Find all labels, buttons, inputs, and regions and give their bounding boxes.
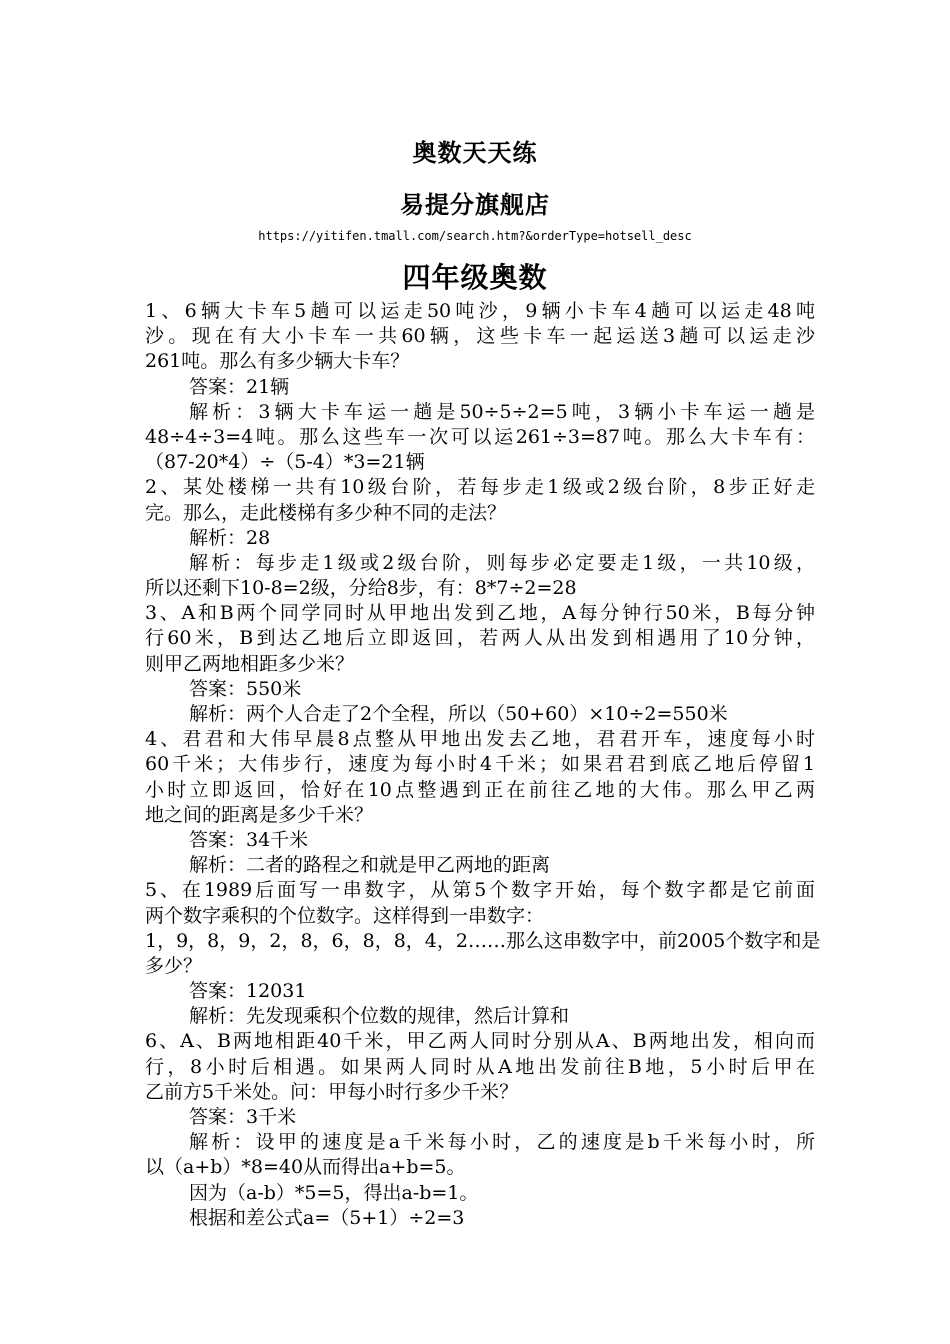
problem-5-explanation-line: 解析：先发现乘积个位数的规律，然后计算和 [189, 1005, 570, 1028]
problem-1-answer: 答案：21辆 [189, 375, 290, 398]
problem-4-explanation-line: 解析：二者的路程之和就是甲乙两地的距离 [189, 854, 551, 877]
store-url: https://yitifen.tmall.com/search.htm?&orderType=hotsell_desc [258, 229, 692, 243]
problem-1-explanation-line: （87-20*4）÷（5-4）*3=21辆 [145, 451, 425, 474]
problem-4-question-line: 小时立即返回，恰好在10点整遇到正在前往乙地的大伟。那么甲乙两 [145, 778, 815, 801]
problem-2-question-line: 2、某处楼梯一共有10级台阶，若每步走1级或2级台阶，8步正好走 [145, 476, 815, 499]
problem-6-explanation-line: 根据和差公式a=（5+1）÷2=3 [189, 1206, 465, 1229]
problem-5-question-line: 1，9，8，9，2，8，6，8，8，4，2……那么这串数字中，前2005个数字和是 [145, 929, 821, 952]
problem-3-question-line: 则甲乙两地相距多少米？ [145, 652, 355, 675]
problem-1-explanation-line: 解析：3辆大卡车运一趟是50÷5÷2=5吨，3辆小卡车运一趟是 [189, 400, 815, 423]
problem-6-question-line: 乙前方5千米处。问：甲每小时行多少千米？ [145, 1080, 519, 1103]
problem-4-question-line: 4、君君和大伟早晨8点整从甲地出发去乙地，君君开车，速度每小时 [145, 728, 815, 751]
problem-4-question-line: 60千米；大伟步行，速度为每小时4千米；如果君君到底乙地后停留1 [145, 753, 815, 776]
problem-1-question-line: 沙。现在有大小卡车一共60辆，这些卡车一起运送3趟可以运走沙 [145, 325, 815, 348]
problem-5-question-line: 多少？ [145, 954, 203, 977]
problem-6-answer: 答案：3千米 [189, 1106, 297, 1128]
problem-3-explanation-line: 解析：两个人合走了2个全程，所以（50+60）×10÷2=550米 [189, 703, 728, 725]
problem-4-question-line: 地之间的距离是多少千米？ [145, 803, 374, 826]
problem-3-question-line: 行60米，B到达乙地后立即返回，若两人从出发到相遇用了10分钟， [145, 627, 815, 650]
problem-list [145, 299, 821, 1231]
problem-3-answer: 答案：550米 [189, 677, 302, 700]
problem-2-explanation-line: 解析：每步走1级或2级台阶，则每步必定要走1级，一共10级， [189, 551, 815, 574]
problem-4-answer: 答案：34千米 [189, 828, 309, 851]
problem-2-question-line: 完。那么，走此楼梯有多少种不同的走法？ [145, 501, 507, 524]
problem-2-explanation-line: 所以还剩下10-8=2级，分给8步，有：8*7÷2=28 [145, 577, 577, 600]
problem-2-answer: 解析：28 [189, 526, 271, 549]
problem-1-explanation-line: 48÷4÷3=4吨。那么这些车一次可以运261÷3=87吨。那么大卡车有： [145, 425, 815, 448]
section-title: 四年级奥数 [402, 261, 548, 294]
problem-5-question-line: 两个数字乘积的个位数字。这样得到一串数字： [145, 904, 545, 927]
problem-6-question-line: 6、A、B两地相距40千米，甲乙两人同时分别从A、B两地出发，相向而 [145, 1030, 815, 1053]
problem-1-question-line: 1、6辆大卡车5趟可以运走50吨沙，9辆小卡车4趟可以运走48吨 [145, 300, 815, 322]
problem-6-explanation-line: 以（a+b）*8=40从而得出a+b=5。 [145, 1156, 466, 1179]
document-title: 奥数天天练 [412, 138, 538, 167]
problem-5-answer: 答案：12031 [189, 980, 307, 1003]
problem-6-explanation-line: 解析：设甲的速度是a千米每小时，乙的速度是b千米每小时，所 [189, 1131, 815, 1154]
problem-6-explanation-line: 因为（a-b）*5=5，得出a-b=1。 [189, 1181, 479, 1204]
problem-3-question-line: 3、A和B两个同学同时从甲地出发到乙地，A每分钟行50米，B每分钟 [145, 602, 815, 625]
problem-6-question-line: 行，8小时后相遇。如果两人同时从A地出发前往B地，5小时后甲在 [145, 1055, 815, 1078]
store-name: 易提分旗舰店 [400, 190, 550, 219]
problem-1-question-line: 261吨。那么有多少辆大卡车？ [145, 350, 410, 373]
problem-5-question-line: 5、在1989后面写一串数字，从第5个数字开始，每个数字都是它前面 [145, 879, 815, 902]
